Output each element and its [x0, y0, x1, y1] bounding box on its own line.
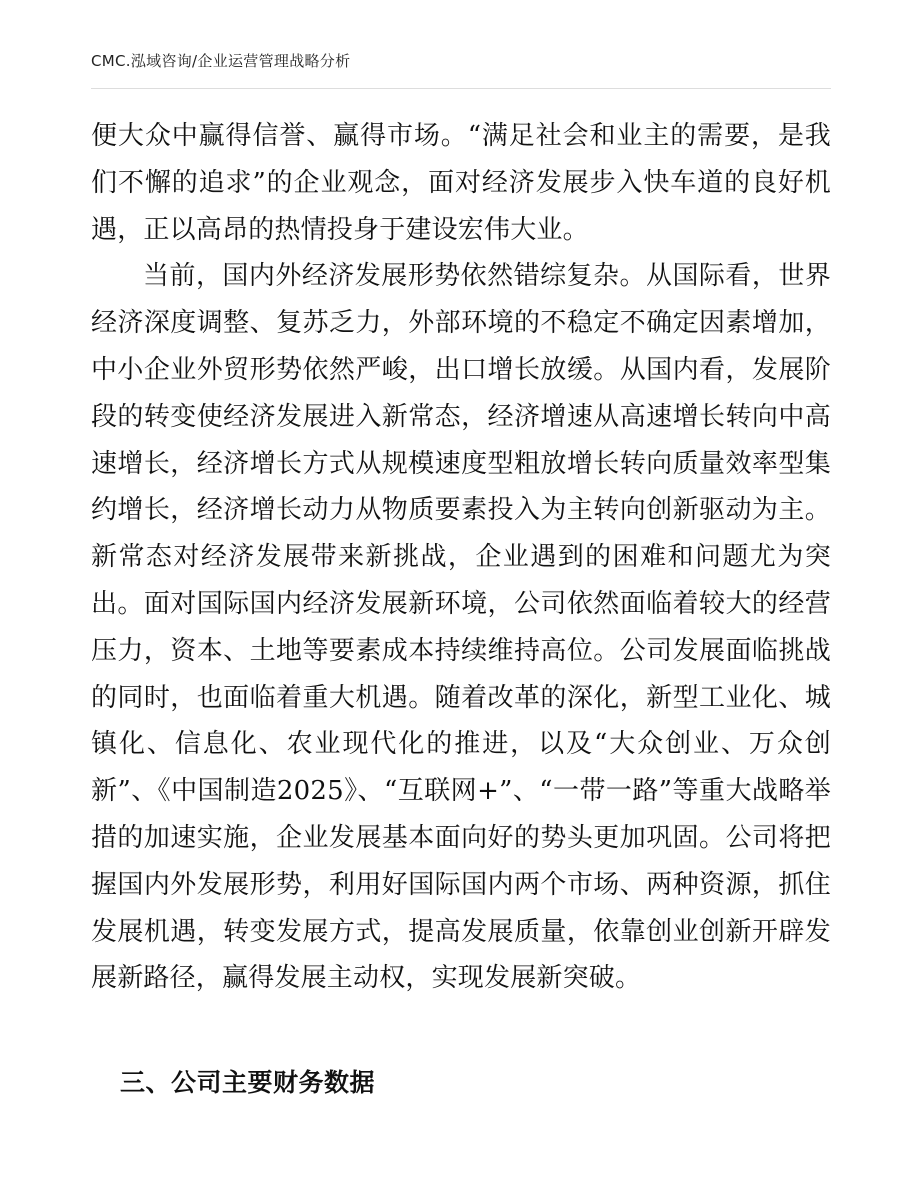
paragraph-economic-situation: 当前，国内外经济发展形势依然错综复杂。从国际看，世界经济深度调整、复苏乏力，外部环境的不稳定不确定因素增加，中小企业外贸形势依然严峻，出口增长放缓。从国内看，发展阶段的转变使经济发展进入新常态，经济增速从高速增长转向中高速增长，经济增长方式从规模速度型粗放增长转向质量效率型集约增长，经济增长动力从物质要素投入为主转向创新驱动为主。新常态对经济发展带来新挑战，企业遇到的困难和问题尤为突出。面对国际国内经济发展新环境，公司依然面临着较大的经营压力，资本、土地等要素成本持续维持高位。公司发展面临挑战的同时，也面临着重大机遇。随着改革的深化，新型工业化、城镇化、信息化、农业现代化的推进，以及“大众创业、万众创新”、《中国制造2025》、“互联网+”、“一带一路”等重大战略举措的加速实施，企业发展基本面向好的势头更加巩固。公司将把握国内外发展形势，利用好国际国内两个市场、两种资源，抓住发展机遇，转变发展方式，提高发展质量，依靠创业创新开辟发展新路径，赢得发展主动权，实现发展新突破。: [91, 261, 831, 994]
body-text: [91, 113, 831, 1002]
paragraph-continuation: 便大众中赢得信誉、赢得市场。“满足社会和业主的需要，是我们不懈的追求”的企业观念，面对经济发展步入快车道的良好机遇，正以高昂的热情投身于建设宏伟大业。: [91, 121, 831, 245]
header-divider: [91, 88, 831, 89]
running-header: CMC.泓域咨询/企业运营管理战略分析: [91, 52, 351, 70]
section-heading: 三、公司主要财务数据: [120, 1068, 376, 1097]
